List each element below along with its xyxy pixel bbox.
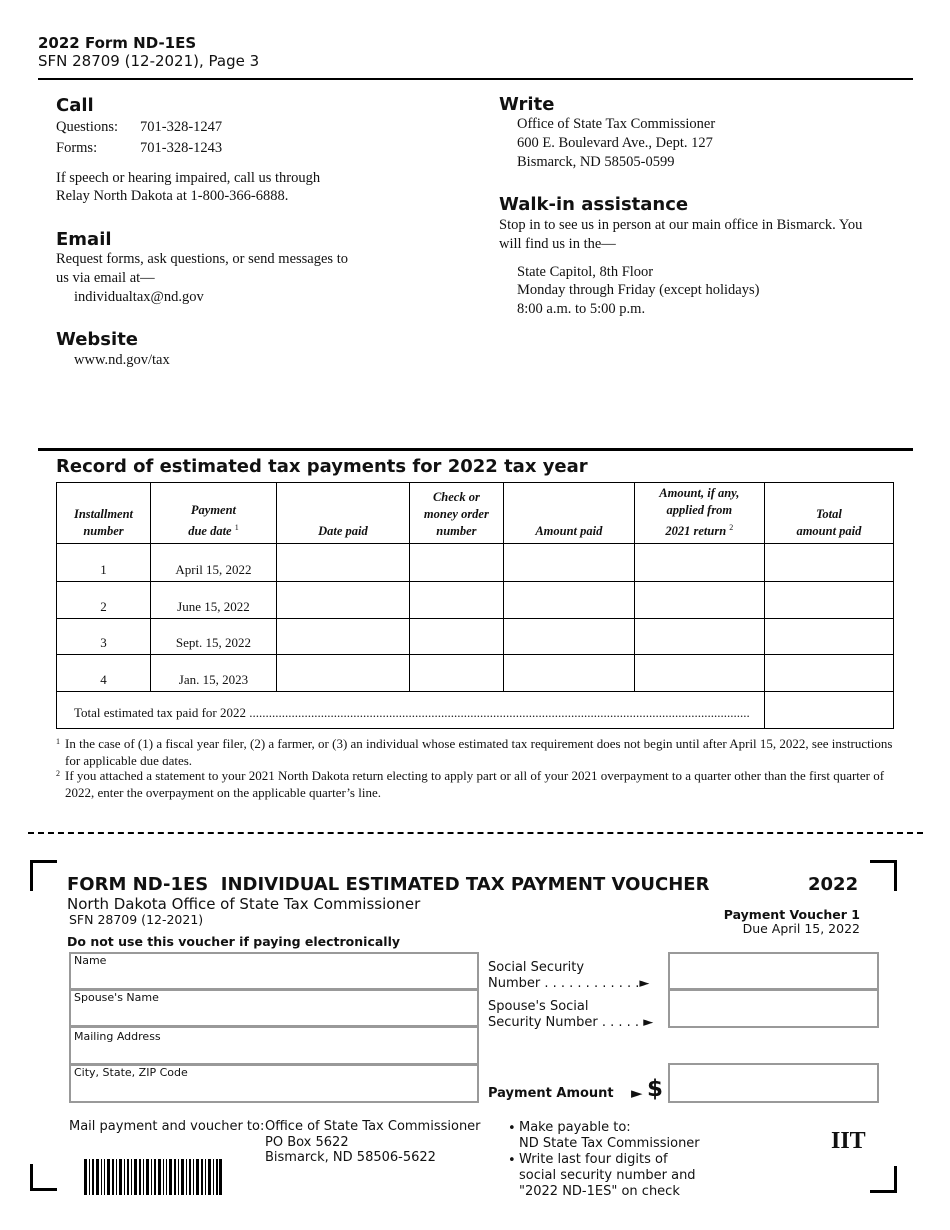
ssn-label: Social Security Number . . . . . . . . . . . .► [488, 960, 650, 991]
installment-number: 4 [57, 655, 151, 692]
table-row [57, 655, 894, 692]
write-line-3: Bismarck, ND 58505-0599 [517, 154, 675, 170]
bullet-write-ssn: • Write last four digits of social security number and "2022 ND-1ES" on check [508, 1152, 696, 1199]
total-cell[interactable] [764, 655, 893, 692]
name-label: Name [74, 954, 107, 967]
check-number-cell[interactable] [409, 582, 503, 619]
cut-line [28, 832, 923, 834]
installment-header: Installment number [57, 483, 151, 544]
corner-top-left [30, 860, 57, 891]
name-field[interactable] [69, 952, 479, 990]
voucher-year: 2022 [808, 874, 859, 895]
applied-header: Amount, if any, applied from 2021 return $^2$ [634, 483, 764, 544]
walkin-loc-2: Monday through Friday (except holidays) [517, 282, 760, 298]
total-cell[interactable] [764, 544, 893, 582]
header-rule [38, 78, 913, 80]
city-state-zip-label: City, State, ZIP Code [74, 1066, 188, 1079]
due-date-header: Payment due date $^1$ [150, 483, 276, 544]
payment-amount-label: Payment Amount [488, 1086, 614, 1101]
due-date: Jan. 15, 2023 [150, 655, 276, 692]
total-row [57, 692, 894, 729]
write-line-2: 600 E. Boulevard Ave., Dept. 127 [517, 135, 713, 151]
table-row [57, 582, 894, 619]
record-title: Record of estimated tax payments for 2022 tax year [56, 456, 588, 477]
mailing-address-label: Mailing Address [74, 1030, 161, 1043]
check-number-cell[interactable] [409, 619, 503, 655]
city-state-zip-field[interactable] [69, 1064, 479, 1103]
questions-phone: 701-328-1247 [140, 119, 223, 135]
due-date: June 15, 2022 [150, 582, 276, 619]
voucher-sfn: SFN 28709 (12-2021) [69, 912, 204, 927]
forms-label: Forms: [56, 140, 98, 156]
applied-cell[interactable] [634, 619, 764, 655]
installment-number: 1 [57, 544, 151, 582]
corner-bottom-right [870, 1166, 897, 1193]
write-heading: Write [499, 94, 555, 115]
call-heading: Call [56, 95, 94, 116]
payments-table [56, 482, 894, 729]
walkin-heading: Walk-in assistance [499, 194, 689, 215]
footnote-2: 2 If you attached a statement to your 2021 North Dakota return electing to apply part or all of your 2021 overpayment to a quarter other than the first quarter of 2022, enter the overpayment on the applicable quarter’s line. [56, 768, 885, 800]
total-cell[interactable] [764, 619, 893, 655]
amount-paid-header: Amount paid [503, 483, 634, 544]
applied-cell[interactable] [634, 655, 764, 692]
applied-cell[interactable] [634, 544, 764, 582]
total-label: Total estimated tax paid for 2022 .......................................................................................................................................................... [57, 692, 765, 729]
grand-total-cell[interactable] [764, 692, 893, 729]
form-title: 2022 Form ND-1ES [38, 34, 197, 52]
corner-bottom-left [30, 1164, 57, 1191]
spouse-ssn-input[interactable] [668, 989, 879, 1028]
date-paid-cell[interactable] [276, 582, 409, 619]
barcode-image [84, 1159, 222, 1195]
date-paid-cell[interactable] [276, 544, 409, 582]
mail-address: Office of State Tax Commissioner PO Box 5622 Bismarck, ND 58506-5622 [265, 1119, 481, 1165]
email-text-1: Request forms, ask questions, or send messages to [56, 251, 348, 267]
website-heading: Website [56, 329, 139, 350]
amount-paid-cell[interactable] [503, 619, 634, 655]
installment-number: 2 [57, 582, 151, 619]
applied-cell[interactable] [634, 582, 764, 619]
walkin-line-2: will find us in the— [499, 236, 616, 252]
date-paid-cell[interactable] [276, 655, 409, 692]
table-row [57, 619, 894, 655]
ssn-input[interactable] [668, 952, 879, 990]
check-number-cell[interactable] [409, 655, 503, 692]
amount-paid-cell[interactable] [503, 655, 634, 692]
forms-phone: 701-328-1243 [140, 140, 223, 156]
email-heading: Email [56, 229, 112, 250]
record-rule [38, 448, 913, 451]
form-subtitle: SFN 28709 (12-2021), Page 3 [38, 52, 260, 70]
voucher-agency: North Dakota Office of State Tax Commissioner [67, 895, 421, 913]
spouse-name-field[interactable] [69, 989, 479, 1027]
impaired-text-1: If speech or hearing impaired, call us through [56, 170, 321, 186]
table-row [57, 544, 894, 582]
voucher-number: Payment Voucher 1 [723, 907, 860, 922]
check-number-cell[interactable] [409, 544, 503, 582]
write-line-1: Office of State Tax Commissioner [517, 116, 716, 132]
table-header-row [57, 483, 894, 544]
impaired-text-2: Relay North Dakota at 1-800-366-6888. [56, 188, 289, 204]
payment-amount-input[interactable] [668, 1063, 879, 1103]
walkin-loc-1: State Capitol, 8th Floor [517, 264, 654, 280]
bullet-payable: • Make payable to: ND State Tax Commissioner [508, 1120, 700, 1151]
date-paid-header: Date paid [276, 483, 409, 544]
amount-paid-cell[interactable] [503, 582, 634, 619]
check-number-header: Check or money order number [409, 483, 503, 544]
payment-arrow: ► [631, 1084, 643, 1102]
website-url: www.nd.gov/tax [74, 352, 170, 368]
total-header: Total amount paid [764, 483, 893, 544]
installment-number: 3 [57, 619, 151, 655]
total-cell[interactable] [764, 582, 893, 619]
iit-code: IIT [831, 1128, 866, 1154]
email-text-2: us via email at— [56, 270, 155, 286]
amount-paid-cell[interactable] [503, 544, 634, 582]
electronic-warning: Do not use this voucher if paying electronically [67, 934, 401, 949]
voucher-title: FORM ND-1ES INDIVIDUAL ESTIMATED TAX PAYMENT VOUCHER [67, 874, 710, 895]
walkin-loc-3: 8:00 a.m. to 5:00 p.m. [517, 301, 646, 317]
due-date: April 15, 2022 [150, 544, 276, 582]
spouse-name-label: Spouse's Name [74, 991, 159, 1004]
dollar-sign: $ [647, 1076, 664, 1102]
spouse-ssn-label: Spouse's Social Security Number . . . . . ► [488, 999, 654, 1030]
date-paid-cell[interactable] [276, 619, 409, 655]
mail-to-label: Mail payment and voucher to: [69, 1119, 265, 1134]
corner-top-right [870, 860, 897, 891]
mailing-address-field[interactable] [69, 1026, 479, 1065]
email-address: individualtax@nd.gov [74, 289, 204, 305]
footnote-1: 1 In the case of (1) a fiscal year filer, (2) a farmer, or (3) an individual whose estimated tax requirement does not begin until after April 15, 2022, see instructions for applicable due dates. [56, 736, 893, 768]
walkin-line-1: Stop in to see us in person at our main office in Bismarck. You [499, 217, 863, 233]
voucher-due: Due April 15, 2022 [742, 921, 860, 936]
due-date: Sept. 15, 2022 [150, 619, 276, 655]
questions-label: Questions: [56, 119, 119, 135]
